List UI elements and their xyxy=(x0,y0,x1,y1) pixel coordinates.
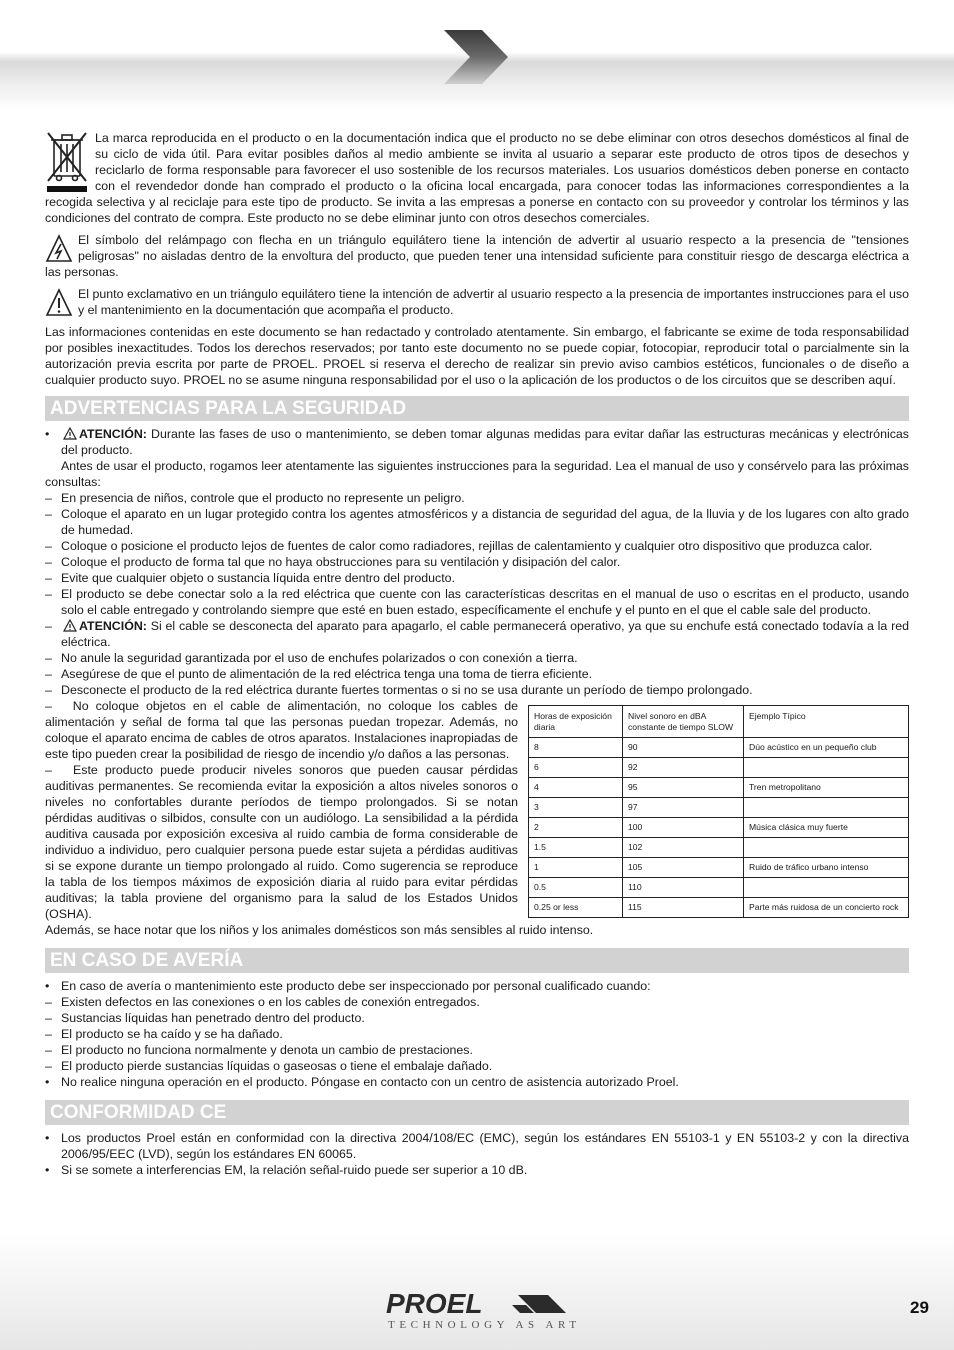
table-header-row: Horas de exposición diaria Nivel sonoro en dBA constante de tiempo SLOW Ejemplo Típico xyxy=(529,706,909,738)
list-item: • No realice ninguna operación en el producto. Póngase en contacto con un centro de asistencia autorizado Proel. xyxy=(45,1075,679,1089)
table-row: 0.25 or less 115 Parte más ruidosa de un concierto rock xyxy=(529,898,909,918)
table-row: 1.5 102 xyxy=(529,838,909,858)
list-item: – El producto se debe conectar solo a la red eléctrica que cuente con las características descritas en el manual de uso o escritas en el producto, usando solo el cable entregado y controlando siempre que esté en buen estado, específicamente el enchufe y el punto en el que el cable sale del producto. xyxy=(45,587,909,617)
list-item: – Coloque o posicione el producto lejos de fuentes de calor como radiadores, rejillas de calentamiento y cualquier otro dispositivo que produzca calor. xyxy=(45,539,873,553)
table-row: 8 90 Dúo acústico en un pequeño club xyxy=(529,738,909,758)
safety-list xyxy=(45,426,909,938)
list-item: – Existen defectos en las conexiones o en los cables de conexión entregados. xyxy=(45,995,480,1009)
exclamation-notice xyxy=(45,286,909,318)
list-item: • En caso de avería o mantenimiento este producto debe ser inspeccionado por personal cualificado cuando: xyxy=(45,979,651,993)
attention-label-2: ATENCIÓN: xyxy=(79,619,147,633)
crossed-bin-icon xyxy=(45,130,89,194)
cable-warning: – No coloque objetos en el cable de alimentación, no coloque los cables de alimentación y señal de forma tal que las personas puedan tropezar. Además, no coloque el aparato encima de cables de otros aparatos. Instalaciones inapropiadas de este tipo pueden crear la posibilidad de riesgo de incendio y/o daños a las personas. xyxy=(45,699,518,761)
logo-text: PROEL xyxy=(386,1291,483,1317)
list-item: – Desconecte el producto de la red eléctrica durante fuertes tormentas o si no se usa durante un período de tiempo prolongado. xyxy=(45,683,753,697)
list-item: – Coloque el producto de forma tal que no haya obstrucciones para su ventilación y disipación del calor. xyxy=(45,555,621,569)
list-item: – Coloque el aparato en un lugar protegido contra los agentes atmosféricos y a distancia de seguridad del agua, de la lluvia y de los lugares con alto grado de humedad. xyxy=(45,507,909,537)
failure-heading: EN CASO DE AVERÍA xyxy=(45,948,909,973)
table-row: 4 95 Tren metropolitano xyxy=(529,778,909,798)
table-row: 3 97 xyxy=(529,798,909,818)
weee-text: La marca reproducida en el producto o en la documentación indica que el producto no se debe eliminar con otros desechos domésticos al final de su ciclo de vida útil. Para evitar posibles daños al medio ambiente se invita al usuario a separar este producto de otros tipos de desechos y reciclarlo de forma responsable para favorecer el uso sostenible de los recursos materiales. Los usuarios domésticos deben ponerse en contacto con el revendedor donde han comprado el producto o la oficina local encargada, para conocer todas las informaciones correspondientes a la recogida selectiva y al reciclaje para este tipo de producto. Se invita a las empresas a ponerse en contacto con su proveedor y controlar los términos y las condiciones del contrato de compra. Este producto no se debe eliminar junto con otros desechos comerciales. xyxy=(45,131,909,225)
lightning-notice xyxy=(45,232,909,280)
ce-list xyxy=(45,1130,909,1178)
list-item: • ATENCIÓN: Durante las fases de uso o mantenimiento, se deben tomar algunas medidas para evitar dañar las estructuras mecánicas y electrónicas del producto. xyxy=(45,427,909,457)
lightning-warning-icon xyxy=(45,234,73,264)
noise-exposure-table xyxy=(528,705,909,918)
exclamation-warning-icon xyxy=(45,288,73,318)
list-item: • Si se somete a interferencias EM, la relación señal-ruido puede ser superior a 10 dB. xyxy=(45,1163,528,1177)
table-row: 2 100 Música clásica muy fuerte xyxy=(529,818,909,838)
logo-tagline: TECHNOLOGY AS ART xyxy=(388,1319,581,1331)
table-row: 6 92 xyxy=(529,758,909,778)
page-content xyxy=(45,130,909,1178)
list-item: – ATENCIÓN: Si el cable se desconecta del aparato para apagarlo, el cable permanecerá operativo, ya que su enchufe está conectado todavía a la red eléctrica. xyxy=(45,619,909,649)
proel-logo xyxy=(386,1291,568,1317)
list-item: – No anule la seguridad garantizada por el uso de enchufes polarizados o con conexión a tierra. xyxy=(45,651,578,665)
safety-intro: Antes de usar el producto, rogamos leer atentamente las siguientes instrucciones para la seguridad. Lea el manual de uso y consérvelo para las próximas consultas: xyxy=(45,459,909,489)
list-item: – El producto pierde sustancias líquidas o gaseosas o tiene el embalaje dañado. xyxy=(45,1059,493,1073)
list-item: – El producto no funciona normalmente y denota un cambio de prestaciones. xyxy=(45,1043,473,1057)
attention-label: ATENCIÓN: xyxy=(79,427,147,441)
table-row: 1 105 Ruido de tráfico urbano intenso xyxy=(529,858,909,878)
children-note: Además, se hace notar que los niños y los animales domésticos son más sensibles al ruido intenso. xyxy=(45,923,594,937)
exclamation-text: El punto exclamativo en un triángulo equilátero tiene la intención de advertir al usuario respecto a la presencia de importantes instrucciones para el uso y el mantenimiento en la documentación que acompaña el producto. xyxy=(78,287,909,317)
warning-icon xyxy=(63,427,77,440)
list-item: – Sustancias líquidas han penetrado dentro del producto. xyxy=(45,1011,365,1025)
attention-text-2: Si el cable se desconecta del aparato para apagarlo, el cable permanecerá operativo, ya que su enchufe está conectado todavía a la red eléctrica. xyxy=(61,619,909,649)
list-item: – En presencia de niños, controle que el producto no represente un peligro. xyxy=(45,491,465,505)
noise-warning: – Este producto puede producir niveles sonoros que pueden causar pérdidas auditivas permanentes. Se recomienda evitar la exposición a altos niveles sonoros o niveles no confortables durante períodos de tiempo prolongados. Si se notan pérdidas auditivas o silbidos, consulte con un audiólogo. La sensibilidad a la pérdida auditiva causada por exposición excesiva al ruido cambia de forma considerable de individuo a individuo, pero cualquier persona puede estar sujeta a pérdidas auditivas si se expone durante un tiempo prolongado al ruido. Como sugerencia se reproduce la tabla de los tiempos máximos de exposición diaria al ruido para evitar pérdidas auditivas; la tabla proviene del organismo para la salud de los Estados Unidos (OSHA). xyxy=(45,763,519,921)
page-number: 29 xyxy=(910,1298,929,1317)
disclaimer-text: Las informaciones contenidas en este documento se han redactado y controlado atentamente. Sin embargo, el fabricante se exime de toda responsabilidad por posibles inexactitudes. Todos los derechos reservados; por tanto este documento no se puede copiar, fotocopiar, reproducir total o parcialmente sin la autorización previa escrita por parte de PROEL. PROEL si reserva el derecho de realizar sin previo aviso cambios estéticos, funcionales o de diseño a cualquier producto suyo. PROEL no se asume ninguna responsabilidad por el uso o la aplicación de los productos o de los circuitos que se describen aquí. xyxy=(45,325,909,387)
ce-heading: CONFORMIDAD CE xyxy=(45,1100,909,1125)
table-row: 0.5 110 xyxy=(529,878,909,898)
list-item: – El producto se ha caído y se ha dañado. xyxy=(45,1027,283,1041)
failure-list xyxy=(45,978,909,1090)
safety-heading: ADVERTENCIAS PARA LA SEGURIDAD xyxy=(45,396,909,421)
list-item: – Evite que cualquier objeto o sustancia líquida entre dentro del producto. xyxy=(45,571,456,585)
chevron-arrow-icon xyxy=(444,30,510,84)
attention-text: Durante las fases de uso o mantenimiento, se deben tomar algunas medidas para evitar dañar las estructuras mecánicas y electrónicas del producto. xyxy=(61,427,909,457)
weee-notice xyxy=(45,130,909,226)
list-item: – Asegúrese de que el punto de alimentación de la red eléctrica tenga una toma de tierra eficiente. xyxy=(45,667,593,681)
warning-icon xyxy=(63,619,77,632)
list-item: • Los productos Proel están en conformidad con la directiva 2004/108/EC (EMC), según los estándares EN 55103-1 y EN 55103-2 y con la directiva 2006/95/EEC (LVD), según los estándares EN 60065. xyxy=(45,1131,909,1161)
lightning-text: El símbolo del relámpago con flecha en un triángulo equilátero tiene la intención de advertir al usuario respecto a la presencia de "tensiones peligrosas" no aisladas dentro de la envoltura del producto, que pueden tener una intensidad suficiente para constituir riesgo de descarga eléctrica a las personas. xyxy=(45,233,909,279)
